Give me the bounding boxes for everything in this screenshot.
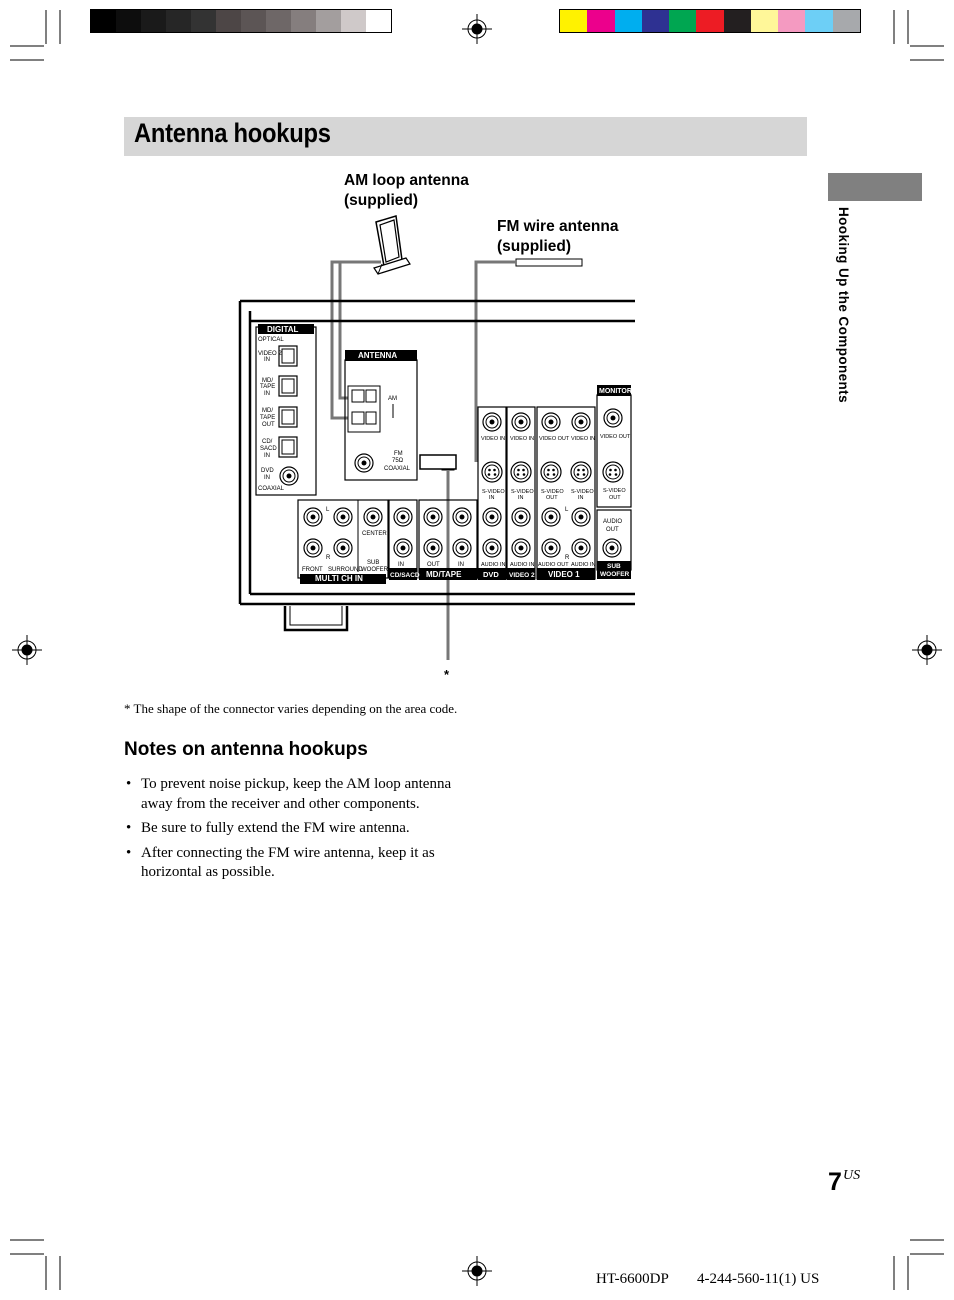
panel-video1-label: VIDEO 1 xyxy=(548,570,580,579)
panel-v1-video-out: VIDEO OUT xyxy=(539,436,570,442)
panel-v1-svideo-out-2: OUT xyxy=(546,495,558,501)
am-antenna-label-line1: AM loop antenna xyxy=(344,172,469,189)
am-loop-antenna-icon xyxy=(374,216,410,274)
panel-v1-audio-out: AUDIO OUT xyxy=(538,562,569,568)
page-title: Antenna hookups xyxy=(134,118,331,148)
panel-dvd-svideo-2: IN xyxy=(489,495,495,501)
panel-v1-svideo-in-2: IN xyxy=(578,495,584,501)
note-item: • After connecting the FM wire antenna, keep it as horizontal as possible. xyxy=(124,844,454,883)
panel-video2-in-label: VIDEO 2 xyxy=(258,351,282,357)
panel-monitor-label: MONITOR xyxy=(599,388,632,395)
panel-cd-in-jack-label: IN xyxy=(398,562,404,568)
model-name: HT-6600DP xyxy=(596,1271,669,1287)
footnote: * The shape of the connector varies depending on the area code. xyxy=(124,701,458,716)
panel-dvd-label: DVD xyxy=(483,570,499,579)
panel-mdtape-out-2: TAPE xyxy=(260,415,276,421)
panel-v1-r-label: R xyxy=(565,555,570,561)
panel-mdtape-in-2: TAPE xyxy=(260,384,276,390)
panel-dvd-in-1: DVD xyxy=(261,468,274,474)
panel-digital-label: DIGITAL xyxy=(267,325,299,334)
connector-asterisk: * xyxy=(444,667,450,682)
panel-cd-in-3: IN xyxy=(264,453,270,459)
panel-fm-label-1: FM xyxy=(394,451,403,457)
registration-target-bottom xyxy=(462,1256,492,1286)
panel-cd-in-2: SACD xyxy=(260,446,277,452)
am-antenna-label-line2: (supplied) xyxy=(344,192,419,209)
panel-monitor-svideo-2: OUT xyxy=(609,495,621,501)
panel-v1-audio-in: AUDIO IN xyxy=(571,562,596,568)
panel-monitor-video-out: VIDEO OUT xyxy=(600,434,631,440)
panel-v1-l-label: L xyxy=(565,507,569,513)
panel-v1-svideo-in-1: S-VIDEO xyxy=(571,489,594,495)
panel-md-in-label: IN xyxy=(458,562,464,568)
section-tab-label: Hooking Up the Components xyxy=(836,207,851,403)
page-suffix: US xyxy=(843,1168,861,1183)
panel-video2-in-label-2: IN xyxy=(264,357,270,363)
panel-md-tape-label: MD/TAPE xyxy=(426,570,462,579)
fm-antenna-label-line2: (supplied) xyxy=(497,238,572,255)
panel-surround-label: SURROUND xyxy=(328,567,363,573)
panel-l-label: L xyxy=(326,507,330,513)
panel-mdtape-in-1: MD/ xyxy=(262,378,273,384)
panel-mdtape-in-3: IN xyxy=(264,391,270,397)
panel-md-out-label: OUT xyxy=(427,562,440,568)
page-number: 7 xyxy=(828,1168,842,1196)
panel-v1-svideo-out-1: S-VIDEO xyxy=(541,489,564,495)
panel-dvd-video-in: VIDEO IN xyxy=(481,436,506,442)
panel-dvd-in-2: IN xyxy=(264,475,270,481)
panel-mdtape-out-3: OUT xyxy=(262,422,275,428)
panel-coaxial-label: COAXIAL xyxy=(258,486,285,492)
panel-front-label: FRONT xyxy=(302,567,323,573)
panel-sub-label: SUB xyxy=(367,560,380,566)
panel-antenna-label: ANTENNA xyxy=(358,351,398,360)
model-code: 4-244-560-11(1) US xyxy=(697,1271,820,1287)
panel-video2-label: VIDEO 2 xyxy=(509,572,535,579)
panel-mdtape-out-1: MD/ xyxy=(262,408,273,414)
panel-v2-svideo-2: IN xyxy=(518,495,524,501)
panel-dvd-svideo-1: S-VIDEO xyxy=(482,489,505,495)
notes-heading: Notes on antenna hookups xyxy=(124,739,368,760)
panel-subwoofer-tag-1: SUB xyxy=(607,563,621,570)
panel-monitor-svideo-1: S-VIDEO xyxy=(603,488,626,494)
panel-dvd-audio-in: AUDIO IN xyxy=(481,562,506,568)
panel-multi-ch-in-label: MULTI CH IN xyxy=(315,574,363,583)
fm-antenna-label-line1: FM wire antenna xyxy=(497,218,619,235)
panel-v2-svideo-1: S-VIDEO xyxy=(511,489,534,495)
panel-cd-sacd-label: CD/SACD xyxy=(390,572,420,579)
panel-cd-in-1: CD/ xyxy=(262,439,273,445)
panel-optical-label: OPTICAL xyxy=(258,337,284,343)
panel-am-label: AM xyxy=(388,396,397,402)
panel-v1-video-in: VIDEO IN xyxy=(571,436,596,442)
notes-list xyxy=(124,775,454,888)
panel-woofer-label: WOOFER xyxy=(361,567,388,573)
fm-wire-antenna-icon xyxy=(442,259,582,660)
note-item: • To prevent noise pickup, keep the AM loop antenna away from the receiver and other components. xyxy=(124,775,454,814)
panel-v2-video-in: VIDEO IN xyxy=(510,436,535,442)
panel-fm-label-2: 75Ω xyxy=(392,458,404,464)
panel-sub-audio-label: AUDIO xyxy=(603,519,623,525)
panel-fm-label-3: COAXIAL xyxy=(384,466,411,472)
panel-center-label: CENTER xyxy=(362,531,387,537)
panel-sub-out-label: OUT xyxy=(606,527,619,533)
note-item: • Be sure to fully extend the FM wire antenna. xyxy=(124,819,454,839)
panel-subwoofer-tag-2: WOOFER xyxy=(600,571,630,578)
panel-v2-audio-in: AUDIO IN xyxy=(510,562,535,568)
panel-r-label: R xyxy=(326,555,331,561)
